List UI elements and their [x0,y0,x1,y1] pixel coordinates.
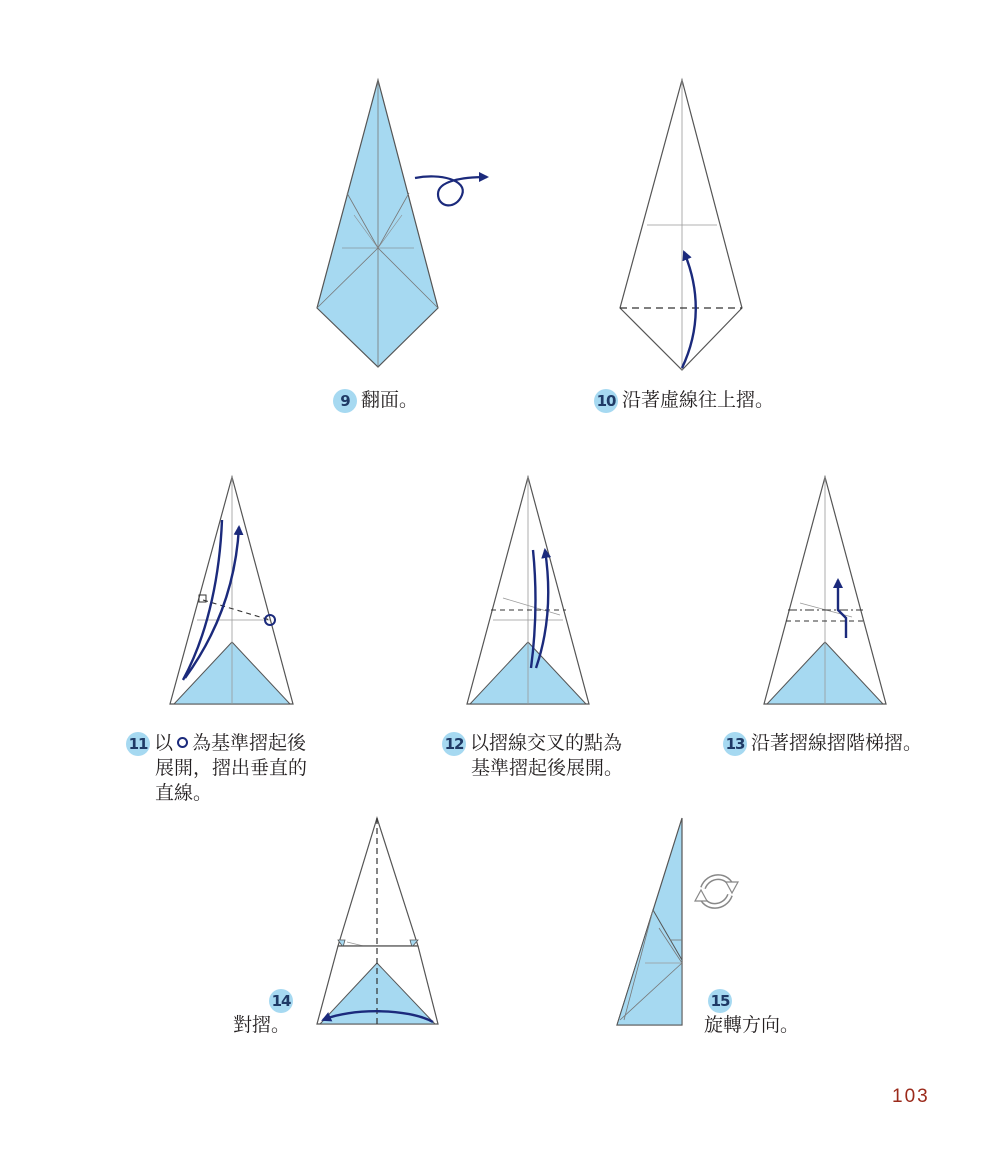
step-text: 為基準摺起後 [192,732,307,754]
step-text: 翻面。 [361,389,419,411]
step-number-badge: 15 [708,989,732,1013]
step-text: 展開，摺出垂直的 [155,757,308,779]
step-12-diagram [467,477,589,704]
circle-icon [177,737,188,748]
step-9-diagram [317,80,487,367]
step-number-badge: 9 [333,389,357,413]
step-number-badge: 14 [269,989,293,1013]
step-text: 沿著虛線往上摺。 [622,389,775,411]
step-10-caption [594,388,774,413]
step-number-badge: 11 [126,732,150,756]
step-text: 沿著摺線摺階梯摺。 [751,732,923,754]
step-text: 基準摺起後展開。 [471,757,624,779]
step-text: 直線。 [155,782,213,804]
step-11-diagram [170,477,293,704]
turn-over-arrow-icon [415,176,487,205]
step-number-badge: 10 [594,389,618,413]
step-9-caption [333,388,418,413]
rotate-icon [695,877,738,906]
step-text: 以摺線交叉的點為 [470,732,623,754]
step-13-diagram [764,477,886,704]
step-text: 對摺。 [233,1014,291,1036]
step-10-diagram [620,80,742,370]
step-number-badge: 13 [723,732,747,756]
step-number-badge: 12 [442,732,466,756]
step-text: 以 [154,732,174,754]
step-text: 旋轉方向。 [704,1014,800,1036]
step-15-caption [704,988,799,1038]
step-12-caption [442,731,623,781]
step-11-caption [126,731,307,806]
step-14-diagram [317,818,438,1024]
page-number: 103 [892,1086,930,1107]
step-13-caption [723,731,922,756]
step-14-caption [233,988,297,1038]
